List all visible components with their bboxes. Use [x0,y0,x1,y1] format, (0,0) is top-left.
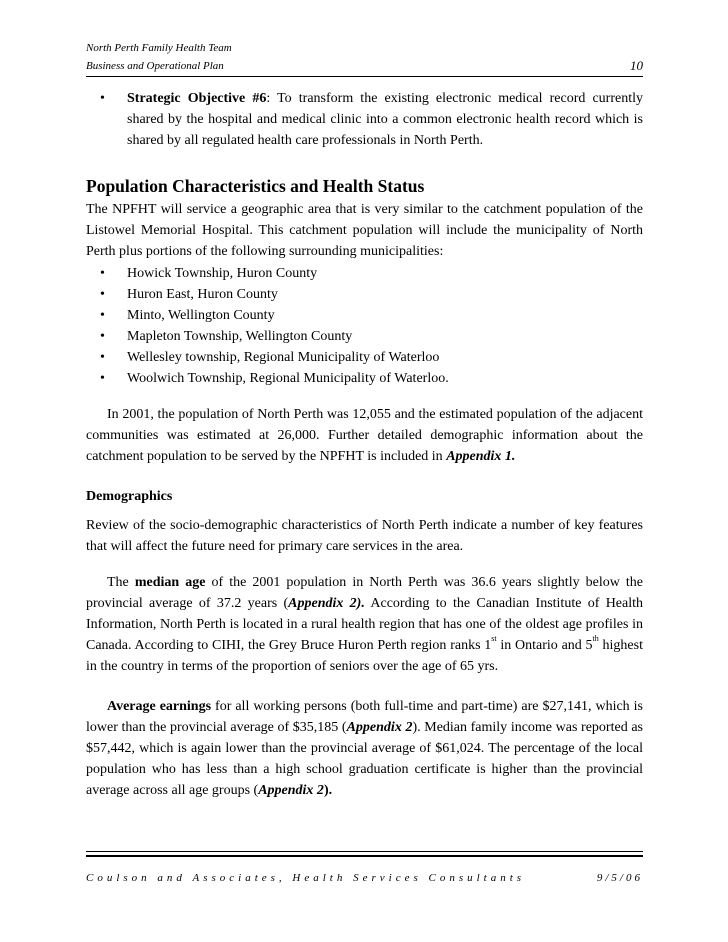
footer-rule [86,851,643,852]
list-item [86,326,643,347]
population-paragraph [86,404,643,467]
footer-firm: Coulson and Associates, Health Services Consultants [86,872,526,884]
text-run: ). Median family income was reported as $57,442, which is again lower than the provincial average of $61,024. The percentage of the local population who has less than a high school graduation certificate is higher than the provincial average across all age groups ( [86,720,643,798]
appendix-2-ref: Appendix 2). [288,596,365,611]
section-title: Population Characteristics and Health Status [86,176,425,196]
median-age-term: median age [134,575,206,590]
municipality-list [86,263,643,389]
bullet-icon: • [100,371,105,386]
bullet-icon: • [100,287,105,302]
list-item [86,263,643,284]
superscript: th [592,634,599,643]
median-age-paragraph [86,572,643,677]
text-run: of the 2001 population in North Perth was 36.6 years slightly below the provincial average of 37.2 years ( [86,575,644,611]
header-rule [86,76,643,77]
municipality-name: Woolwich Township, Regional Municipality of Waterloo. [127,371,449,386]
bullet-icon: • [100,329,105,344]
text-run: in Ontario and 5 [496,638,593,653]
bullet-icon: • [100,266,105,281]
municipality-name: Howick Township, Huron County [127,266,318,281]
text-run: highest in the country in terms of the proportion of seniors over the age of 65 yrs. [86,638,643,674]
header-doc-title-text: Business and Operational Plan [86,60,224,72]
list-item [86,305,643,326]
text-run: ). [323,783,333,798]
bullet-icon: • [100,350,105,365]
text-run: The [107,575,135,590]
superscript: st [491,634,497,643]
municipality-name: Huron East, Huron County [127,287,278,302]
footer-date: 9/5/06 [596,872,643,884]
municipality-name: Wellesley township, Regional Municipality of Waterloo [127,350,440,365]
demographics-intro: Review of the socio-demographic characteristics of North Perth indicate a number of key features that will affect the future need for primary care services in the area. [86,518,643,554]
municipality-name: Mapleton Township, Wellington County [127,329,353,344]
header-org: North Perth Family Health Team [86,42,232,54]
strategic-objective-text [127,88,643,151]
appendix-2-ref: Appendix 2 [258,783,324,798]
strategic-objective-body: : To transform the existing electronic medical record currently shared by the hospital and medical clinic into a common electronic health record which is shared by all regulated health care professionals in North Perth. [127,91,643,148]
appendix-1-ref: Appendix 1. [446,449,516,464]
footer [86,872,643,884]
footer-rule-thick [86,855,643,857]
average-earnings-term: Average earnings [107,699,212,714]
demographics-title: Demographics [86,489,173,504]
header-doc-title [86,58,643,74]
section-intro: The NPFHT will service a geographic area that is very similar to the catchment population of the Listowel Memorial Hospital. This catchment population will include the municipality of North Perth plus portions of the following surrounding municipalities: [86,202,643,259]
municipality-name: Minto, Wellington County [127,308,275,323]
text-run: According to the Canadian Institute of Health Information, North Perth is located in a rural health region that has one of the oldest age profiles in Canada. According to CIHI, the Grey Bruce Huron Perth region ranks 1 [86,596,644,653]
strategic-objective [86,88,643,151]
list-item [86,284,643,305]
bullet-icon: • [100,91,105,106]
list-item [86,368,643,389]
earnings-paragraph [86,696,643,801]
bullet-icon: • [100,308,105,323]
population-text: In 2001, the population of North Perth was 12,055 and the estimated population of the adjacent communities was estimated at 26,000. Further detailed demographic information about the catchment population to be served by the NPFHT is included in [86,407,643,464]
page-number: 10 [630,58,643,73]
appendix-2-ref: Appendix 2 [346,720,413,735]
list-item [86,347,643,368]
text-run: for all working persons (both full-time and part-time) are $27,141, which is lower than the provincial average of $35,185 ( [86,699,643,735]
strategic-objective-label: Strategic Objective #6 [127,91,267,106]
